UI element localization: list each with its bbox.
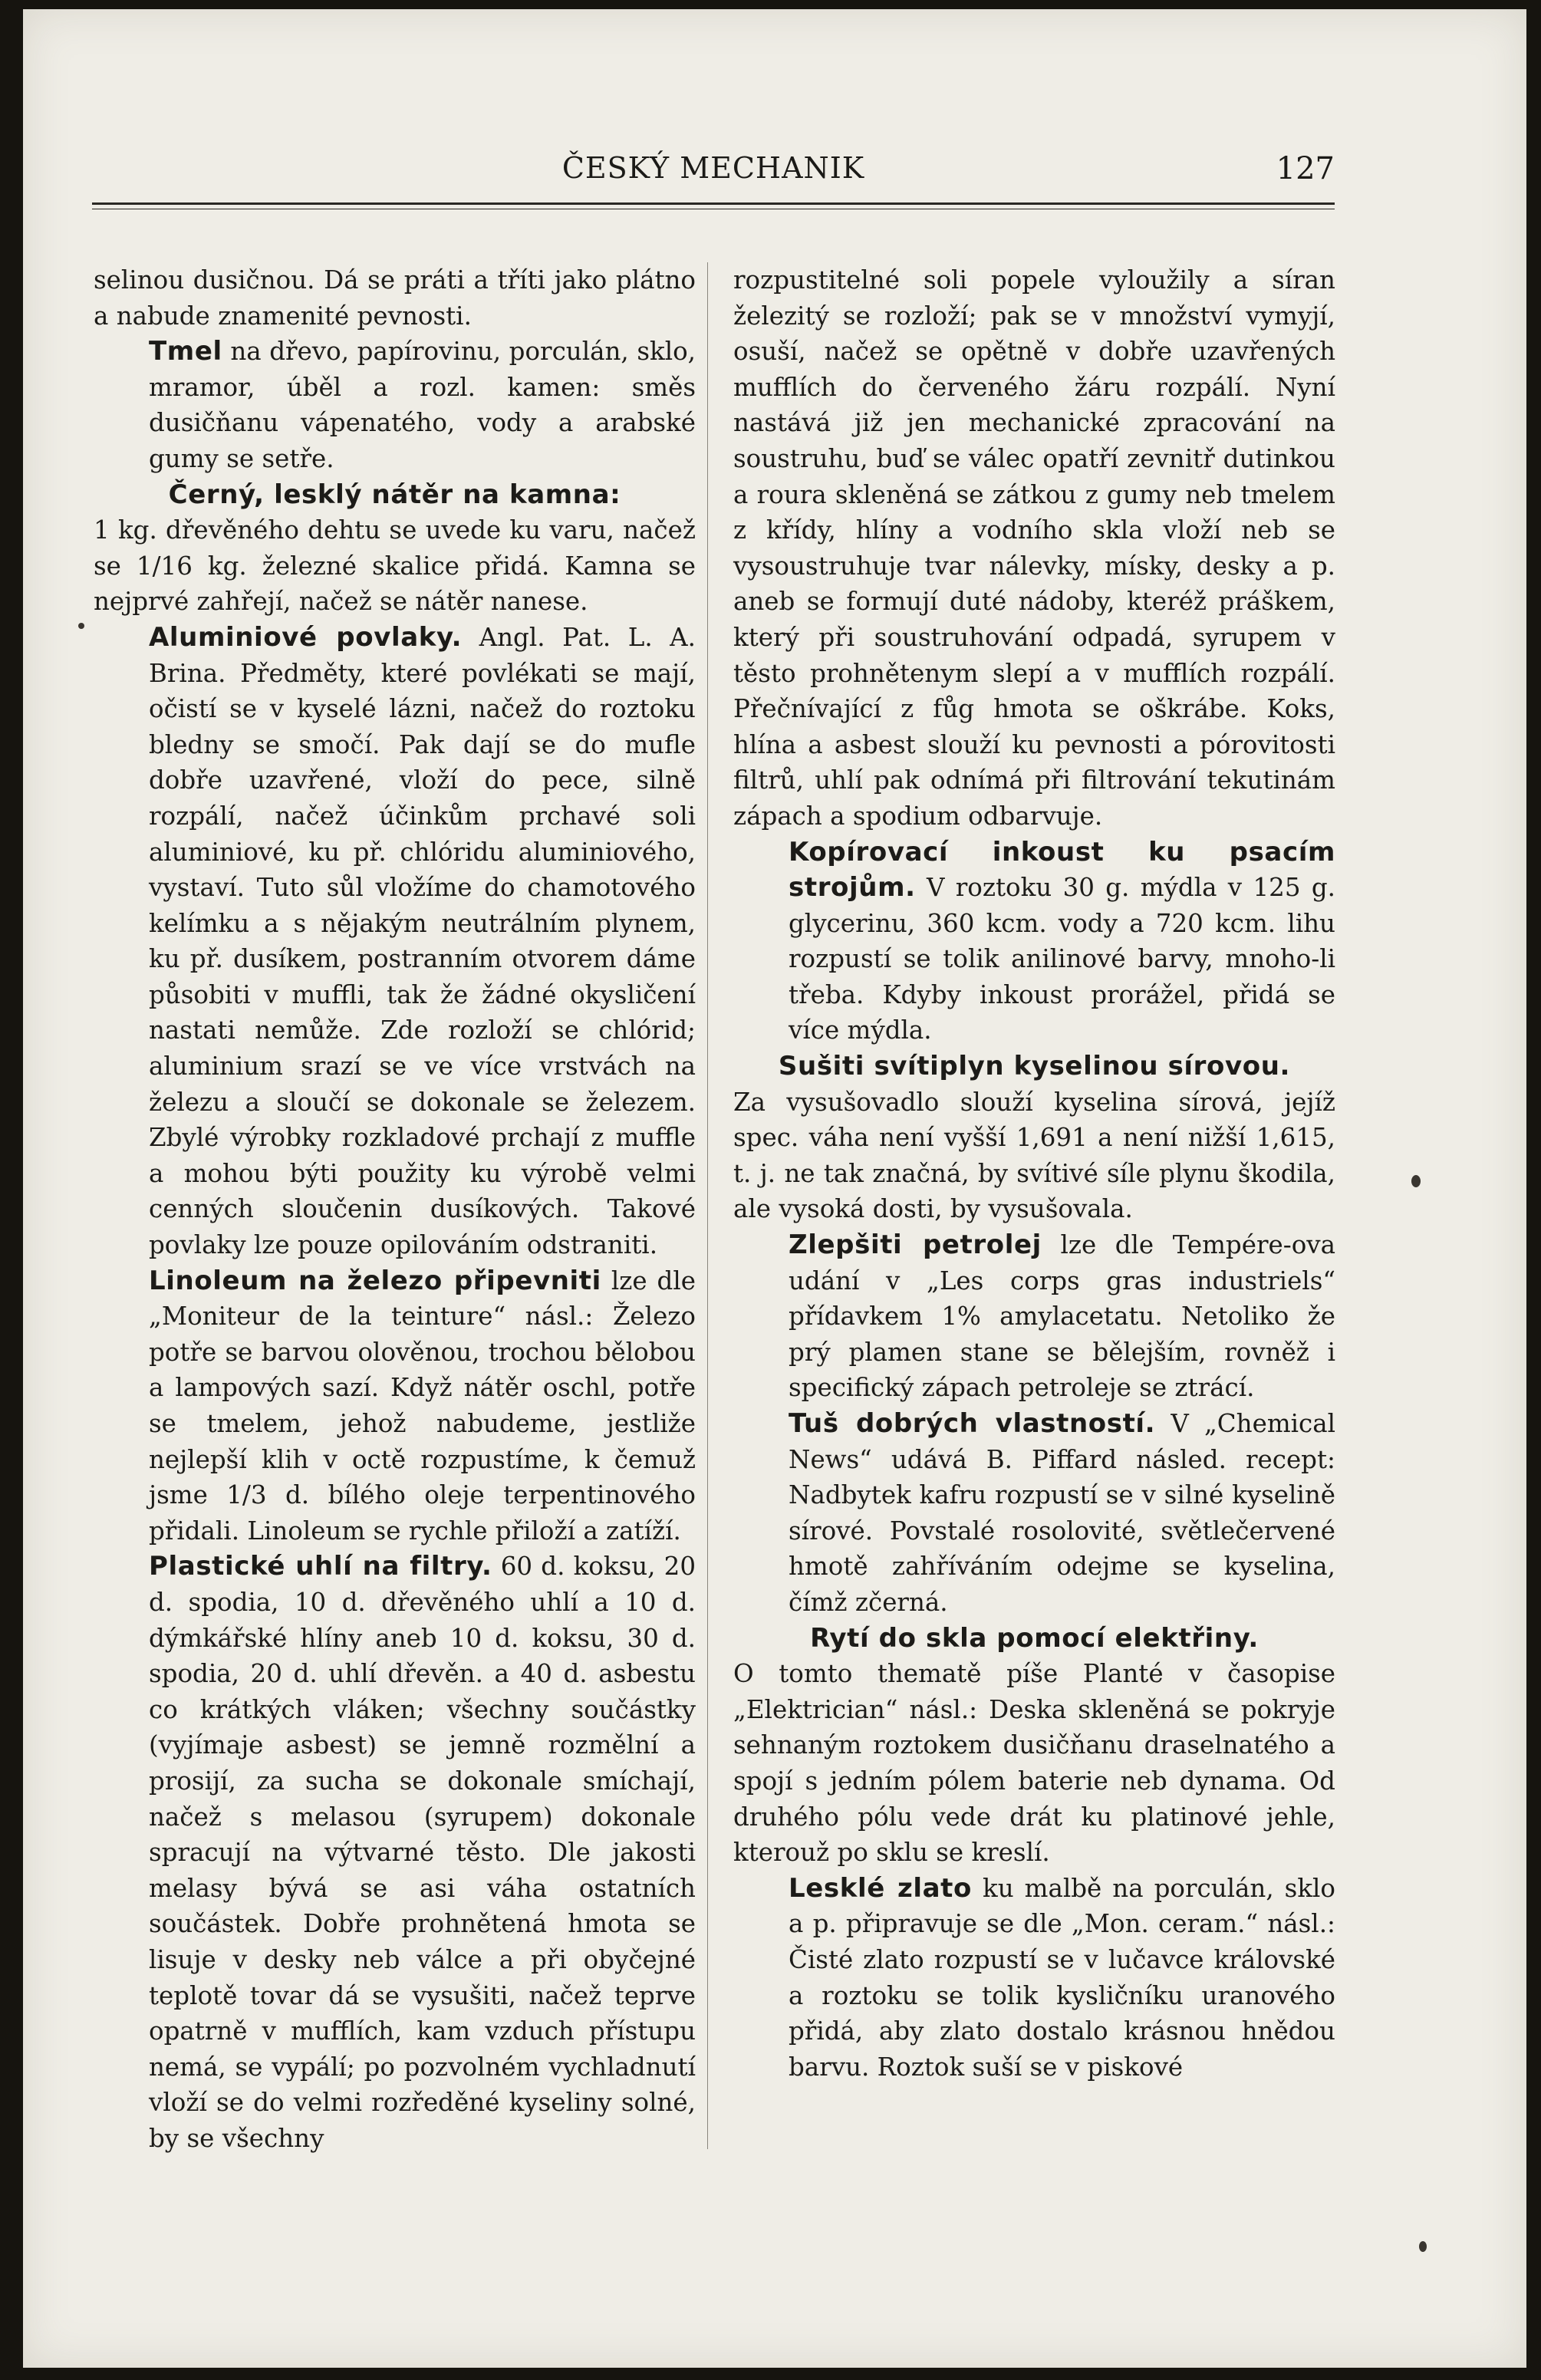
article-body: lze dle „Moniteur de la teinture“ násl.: Železo potře se barvou olověnou, trochou bělobou a lampových sazí. Když nátěr oschl, potře se tmelem, jehož nabudeme, jestliže nejlepší klih v octě rozpustíme, k čemuž jsme 1/3 d. bílého oleje terpentinového přidali. Linoleum se rychle přiloží a zatíží. xyxy=(149,1266,696,1546)
article-heading: Tuš dobrých vlastností. xyxy=(789,1408,1156,1439)
article-heading: Kopírovací inkoust ku psacím strojům. xyxy=(789,836,1335,904)
article xyxy=(733,1048,1335,1085)
ink-smudge xyxy=(78,623,84,629)
ink-smudge xyxy=(1411,1175,1421,1187)
article-body: V roztoku 30 g. mýdla v 125 g. glycerinu, 360 kcm. vody a 720 kcm. lihu rozpustí se tolik anilinové barvy, mnoho-li třeba. Kdyby inkoust prorážel, přidá se více mýdla. xyxy=(789,873,1335,1045)
running-title: ČESKÝ MECHANIK xyxy=(561,151,865,185)
paragraph: rozpustitelné soli popele vyloužily a síran železitý se rozloží; pak se v množství vymyjí, osuší, načež se opětně v dobře uzavřených mufflích do červeného žáru rozpálí. Nyní nastává již jen mechanické zpracování na soustruhu, buď se válec opatří zevnitř dutinkou a roura skleněná se zátkou z gumy neb tmelem z křídy, hlíny a vodního skla vloží neb se vysoustruhuje tvar nálevky, mísky, desky a p. aneb se formují duté nádoby, kteréž práškem, který při soustruhování odpadá, syrupem v těsto prohnětenym slepí a v mufflích rozpálí. Přečnívající z fůg hmota se oškrábe. Koks, hlína a asbest slouží ku pevnosti a pórovitosti filtrů, uhlí pak odnímá při filtrování tekutinám zápach a spodium odbarvuje. xyxy=(733,265,1335,831)
article xyxy=(733,1621,1335,1657)
article xyxy=(94,620,696,1263)
article-body: V „Chemical News“ udává B. Piffard násled. recept: Nadbytek kafru rozpustí se v silné kyselině sírové. Povstalé rosolovité, světlečervené hmotě zahříváním odejme se kyselina, čímž zčerná. xyxy=(789,1409,1336,1617)
article xyxy=(94,1549,696,2156)
article-heading: Linoleum na železo připevniti xyxy=(149,1265,601,1296)
left-column xyxy=(94,262,696,2156)
article xyxy=(733,1871,1335,2085)
article xyxy=(733,834,1335,1049)
ink-smudge xyxy=(1419,2241,1427,2252)
article xyxy=(94,1263,696,1549)
right-column xyxy=(733,262,1335,2085)
page-number: 127 xyxy=(1276,151,1335,186)
article xyxy=(94,334,696,476)
article-heading: Plastické uhlí na filtry. xyxy=(149,1551,492,1582)
article-heading: Lesklé zlato xyxy=(789,1872,972,1904)
paragraph: selinou dusičnou. Dá se práti a tříti jako plátno a nabude znamenité pevnosti. xyxy=(94,265,696,331)
paragraph: O tomto thematě píše Planté v časopise „Elektrician“ násl.: Deska skleněná se pokryje sehnaným roztokem dusičňanu draselnatého a spojí s jedním pólem baterie neb dynama. Od druhého pólu vede drát ku platinové jehle, kterouž po sklu se kreslí. xyxy=(733,1659,1335,1868)
paragraph: Za vysušovadlo slouží kyselina sírová, jejíž spec. váha není vyšší 1,691 a není nižší 1,615, t. j. ne tak značná, by svítivé síle plynu škodila, ale vysoká dosti, by vysušovala. xyxy=(733,1087,1335,1224)
article xyxy=(733,1227,1335,1406)
column-divider xyxy=(707,262,708,2149)
header-rule-thick xyxy=(92,202,1335,205)
article-heading: Rytí do skla pomocí elektřiny. xyxy=(810,1622,1259,1654)
article-heading: Černý, lesklý nátěr na kamna: xyxy=(168,479,621,510)
article xyxy=(733,1406,1335,1621)
article-body: ku malbě na porculán, sklo a p. připravuje se dle „Mon. ceram.“ násl.: Čisté zlato rozpustí se v lučavce královské a roztoku se tolik kysličníku uranového přidá, aby zlato dostalo krásnou hnědou barvu. Roztok suší se v piskové xyxy=(789,1873,1335,2082)
article-heading: Zlepšiti petrolej xyxy=(789,1230,1042,1261)
scanned-page xyxy=(23,9,1526,2368)
article-heading: Sušiti svítiplyn kyselinou sírovou. xyxy=(778,1051,1291,1082)
article xyxy=(94,477,696,513)
article-body: lze dle Tempére-ova udání v „Les corps gras industriels“ přídavkem 1% amylacetatu. Netoliko že prý plamen stane se bělejším, rovněž i specifický zápach petroleje se ztrácí. xyxy=(789,1230,1335,1403)
paragraph: 1 kg. dřevěného dehtu se uvede ku varu, načež se 1/16 kg. železné skalice přidá. Kamna se nejprvé zahřejí, načež se nátěr nanese. xyxy=(94,515,696,617)
article-body: 60 d. koksu, 20 d. spodia, 10 d. dřevěného uhlí a 10 d. dýmkářské hlíny aneb 10 d. koksu, 30 d. spodia, 20 d. uhlí dřevěn. a 40 d. asbestu co krátkých vláken; všechny součástky (vyjímaje asbest) se jemně rozmělní a prosijí, za sucha se dokonale smíchají, načež s melasou (syrupem) dokonale spracují na výtvarné těsto. Dle jakosti melasy bývá se asi váha ostatních součástek. Dobře prohnětená hmota se lisuje v desky neb válce a při obyčejné teplotě tovar dá se vysušiti, načež teprve opatrně v mufflích, kam vzduch přístupu nemá, se vypálí; po pozvolném vychladnutí vloží se do velmi rozředěné kyseliny solné, by se všechny xyxy=(149,1552,696,2153)
article-heading: Aluminiové povlaky. xyxy=(149,621,463,653)
page-header xyxy=(92,151,1335,197)
article-body: Angl. Pat. L. A. Brina. Předměty, které povlékati se mají, očistí se v kyselé lázni, načež do roztoku bledny se smočí. Pak dají se do mufle dobře uzavřené, vloží do pece, silně rozpálí, načež účinkům prchavé soli aluminiové, ku př. chlóridu aluminiového, vystaví. Tuto sůl vložíme do chamotového kelímku a s nějakým neutrálním plynem, ku př. dusíkem, postranním otvorem dáme působiti v muffli, tak že žádné okysličení nastati nemůže. Zde rozloží se chlórid; aluminium srazí se ve více vrstvách na železu a sloučí se dokonale se železem. Zbylé výrobky rozkladové prchají z muffle a mohou býti použity ku výrobě velmi cenných sloučenin dusíkových. Takové povlaky lze pouze opilováním odstraniti. xyxy=(149,622,696,1260)
article-heading: Tmel xyxy=(149,336,222,367)
article-body: na dřevo, papírovinu, porculán, sklo, mramor, úběl a rozl. kamen: směs dusičňanu vápenatého, vody a arabské gumy se setře. xyxy=(149,337,696,473)
